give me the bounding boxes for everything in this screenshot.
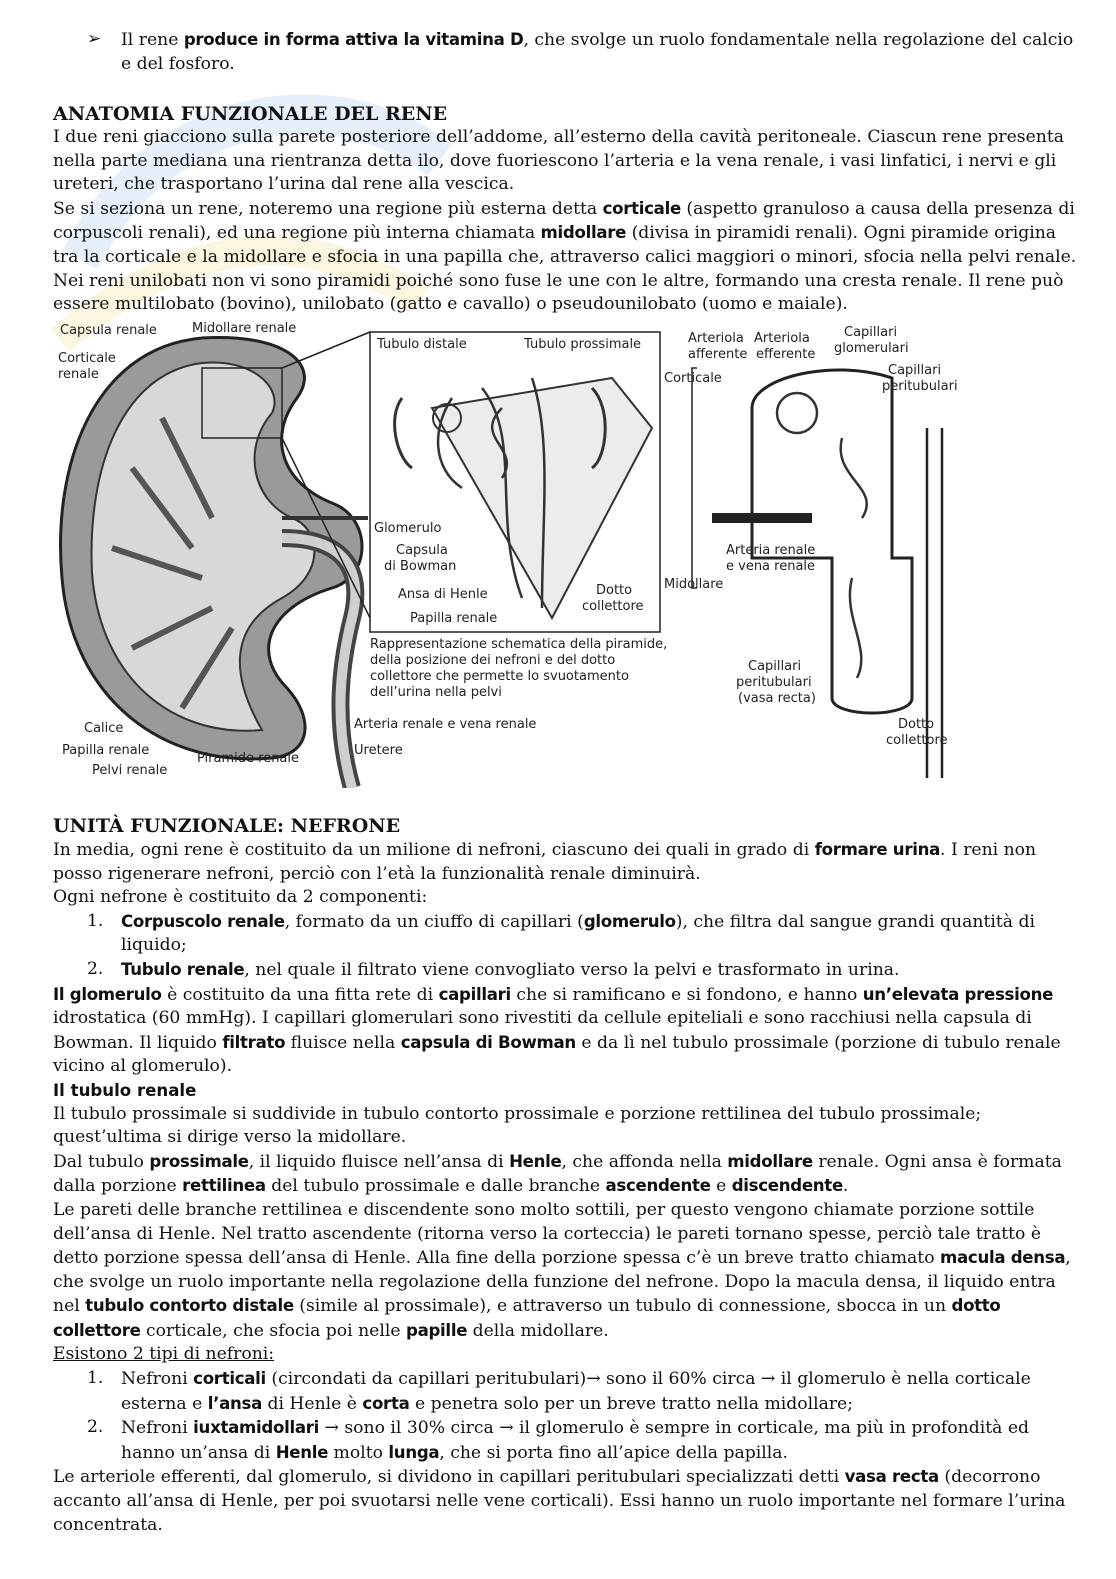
label-dotto-2: collettore (582, 599, 644, 614)
kidney-diagram (52, 318, 972, 788)
anatomy-section (53, 102, 1083, 317)
anatomy-title: ANATOMIA FUNZIONALE DEL RENE (53, 103, 448, 125)
label-corticale-renale-2: renale (58, 367, 99, 382)
label-dotto-1: Dotto (596, 583, 633, 598)
tubulo-subtitle: Il tubulo renale (53, 1080, 197, 1100)
label-papilla-renale: Papilla renale (62, 743, 150, 758)
label-arteria-vena: Arteria renale e vena renale (354, 717, 537, 732)
label-capillari-glom-1: Capillari (844, 325, 898, 340)
nephron-paragraph-1: In media, ogni rene è costituito da un milione di nefroni, ciascuno dei quali in grado di formare urina. I reni non posso rigenerare nefroni, perciò con l’età la funzionalità renale diminuirà. (53, 840, 1037, 884)
label-papilla-renale-2: Papilla renale (410, 611, 498, 626)
label-midollare-renale: Midollare renale (192, 321, 297, 336)
label-glomerulo: Glomerulo (374, 521, 442, 536)
types-title: Esistono 2 tipi di nefroni: (53, 1344, 275, 1365)
label-uretere: Uretere (354, 743, 403, 758)
label-vasa-1: Capillari (748, 659, 802, 674)
arrow-bullet-icon: ➢ (87, 29, 102, 49)
label-arteria-renale-1: Arteria renale (726, 543, 816, 558)
intro-bullet: ➢ Il rene produce in forma attiva la vitamina D, che svolge un ruolo fondamentale nella regolazione del calcio e del fosforo. (87, 29, 1074, 74)
label-dotto-c-2: collettore (886, 733, 948, 748)
label-arteriola-afferente-2: afferente (688, 347, 748, 362)
label-capsula-2: di Bowman (384, 559, 457, 574)
caption-line-4: dell’urina nella pelvi (370, 685, 502, 700)
label-calice: Calice (84, 721, 124, 736)
label-vasa-3: (vasa recta) (738, 691, 816, 706)
list-item-corpuscolo: 1. Corpuscolo renale, formato da un ciuffo di capillari (glomerulo), che filtra dal sangue grandi quantità di liquido; (87, 910, 1035, 956)
label-ansa-henle: Ansa di Henle (398, 587, 488, 602)
label-capsula-renale: Capsula renale (60, 323, 157, 338)
list-item-tubulo: 2. Tubulo renale, nel quale il filtrato viene convogliato verso la pelvi e trasformato in urina. (87, 958, 900, 980)
label-arteria-renale-2: e vena renale (726, 559, 816, 574)
label-piramide-renale: Piramide renale (197, 751, 300, 766)
list-item-iuxtamidollari: 2. Nefroni iuxtamidollari → sono il 30% circa → il glomerulo è sempre in corticale, ma più in profondità ed hanno un’ansa di Henle molto lunga, che si porta fino all’apice della papilla. (87, 1417, 1029, 1463)
nephron-title: UNITÀ FUNZIONALE: NEFRONE (53, 815, 401, 837)
label-capsula-1: Capsula (396, 543, 448, 558)
tubulo-paragraph-1: Il tubulo prossimale si suddivide in tubulo contorto prossimale e porzione rettilinea del tubulo prossimale; quest’ultima si dirige verso la midollare. (53, 1103, 982, 1148)
label-capillari-glom-2: glomerulari (834, 341, 909, 356)
kidney-figure (52, 318, 972, 788)
label-dotto-c-1: Dotto (898, 717, 935, 732)
caption-line-3: collettore che permette lo svuotamento (370, 669, 629, 684)
label-capillari-peri-1: Capillari (888, 363, 942, 378)
label-corticale-renale-1: Corticale (58, 351, 116, 366)
label-pelvi-renale: Pelvi renale (92, 763, 168, 778)
nephron-paragraph-2: Ogni nefrone è costituito da 2 componenti: (53, 887, 428, 908)
tubulo-paragraph-3: Le pareti delle branche rettilinea e discendente sono molto sottili, per questo vengono chiamate porzione sottile dell’ansa di Henle. Nel tratto ascendente (ritorna verso la cortecciа) le pareti tornano spesse, perciò tale tratto è detto porzione spessa dell’ansa di Henle. Alla fine della porzione spessa c’è un breve tratto chiamato macula densa, che svolge un ruolo importante nella regolazione della funzione del nefrone. Dopo la macula densa, il liquido entra nel tubulo contorto distale (simile al prossimale), e attraverso un tubulo di connessione, sbocca in un dotto collettore corticale, che sfocia poi nelle papille della midollare. (53, 1199, 1071, 1341)
caption-line-2: della posizione dei nefroni e del dotto (370, 653, 616, 668)
glomerulo-paragraph: Il glomerulo è costituito da una fitta rete di capillari che si ramificano e si fondono, e hanno un’elevata pressione idrostatica (60 mmHg). I capillari glomerulari sono rivestiti da cellule epiteliali e sono racchiusi nella capsula di Bowman. Il liquido filtrato fluisce nella capsula di Bowman e da lì nel tubulo prossimale (porzione di tubulo renale vicino al glomerulo). (53, 984, 1061, 1077)
label-capillari-peri-2: peritubulari (882, 379, 958, 394)
label-arteriola-afferente-1: Arteriola (688, 331, 744, 346)
anatomy-paragraph-2: Se si seziona un rene, noteremo una regione più esterna detta corticale (aspetto granuloso a causa della presenza di corpuscoli renali), ed una regione più interna chiamata midollare (divisa in piramidi renali). Ogni piramide origina tra la corticale e la midollare e sfocia in una papilla che, attraverso calici maggiori o minori, sfocia nella pelvi renale. Nei reni unilobati non vi sono piramidi poiché sono fuse le une con le altre, formando una cresta renale. Il rene può essere multilobato (bovino), unilobato (gatto e cavallo) o pseudounilobato (uomo e maiale). (53, 198, 1077, 315)
intro-section (53, 28, 1083, 76)
anatomy-paragraph-1: I due reni giacciono sulla parete posteriore dell’addome, all’esterno della cavità peritoneale. Ciascun rene presenta nella parte mediana una rientranza detta ilo, dove fuoriescono l’arteria e la vena renale, i vasi linfatici, i nervi e gli ureteri, che trasportano l’urina dal rene alla vescica. (53, 127, 1064, 195)
nephron-section (53, 814, 1083, 1537)
tubulo-paragraph-2: Dal tubulo prossimale, il liquido fluisce nell’ansa di Henle, che affonda nella midollare renale. Ogni ansa è formata dalla porzione rettilinea del tubulo prossimale e dalle branche ascendente e discendente. (53, 1151, 1062, 1197)
label-arteriola-efferente-1: Arteriola (754, 331, 810, 346)
label-tubulo-distale: Tubulo distale (377, 337, 467, 352)
list-item-corticali: 1. Nefroni corticali (circondati da capillari peritubulari)→ sono il 60% circa → il glomerulo è nella corticale esterna e l’ansa di Henle è corta e penetra solo per un breve tratto nella midollare; (87, 1368, 1031, 1414)
kidney-section-drawing (61, 332, 370, 788)
label-vasa-2: peritubulari (736, 675, 812, 690)
label-arteriola-efferente-2: efferente (756, 347, 816, 362)
label-tubulo-prossimale: Tubulo prossimale (524, 337, 642, 352)
label-corticale: Corticale (664, 371, 722, 386)
vasa-recta-paragraph: Le arteriole efferenti, dal glomerulo, si dividono in capillari peritubulari specializzati detti vasa recta (decorrono accanto all’ansa di Henle, per poi svuotarsi nelle vene corticali). Essi hanno un ruolo importante nel formare l’urina concentrata. (53, 1467, 1066, 1535)
label-midollare: Midollare (664, 577, 724, 592)
caption-line-1: Rappresentazione schematica della piramide, (370, 637, 668, 652)
